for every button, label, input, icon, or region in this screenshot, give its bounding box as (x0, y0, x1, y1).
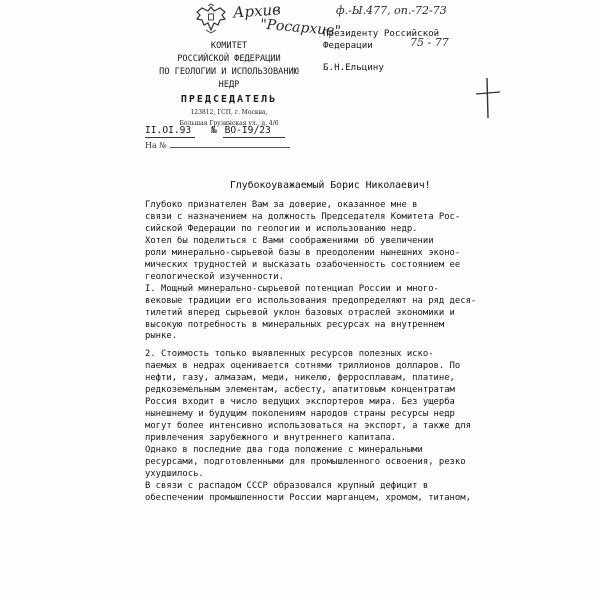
double-headed-eagle-emblem-icon (194, 3, 228, 35)
body-text-line: Глубоко признателен Вам за доверие, оказанное мне в (145, 200, 418, 210)
body-text-line: обеспечении промышленности России марганцем, хромом, титаном, (145, 492, 471, 503)
handwritten-archive-note: Архив (232, 0, 282, 22)
body-text-line: В связи с распадом СССР образовался крупный дефицит в (145, 480, 429, 491)
sender-address-line: 123812, ГСП, г. Москва, (190, 109, 268, 116)
handwritten-archive-reference: ф.-Ы.477, оп.-72-73 (336, 4, 447, 17)
body-text-line: нефти, газу, алмазам, меди, никелю, ферросплавам, платине, (145, 373, 455, 384)
number-label: № (211, 125, 217, 136)
addressee-line: Президенту Российской (323, 28, 440, 39)
body-text-line: роли минерально-сырьевой базы в преодолении нынешних эконо- (145, 247, 461, 258)
body-text-line: 2. Стоимость только выявленных ресурсов полезных иско- (145, 349, 434, 360)
body-text-line: сийской Федерации по геологии и использованию недр. (145, 223, 418, 234)
body-text-line: Хотел бы поделиться с Вами соображениями об увеличении (145, 235, 434, 246)
body-text-line: могут более интенсивно использоваться на экспорт, а также для (145, 421, 471, 432)
body-text-line: мических трудностей и высказать озабоченность состоянием ее (145, 259, 461, 270)
sender-org-line: НЕДР (218, 80, 240, 90)
body-text-line: нынешнему и будущим поколениям народов страны ресурсы недр (145, 409, 455, 420)
registration-line (145, 125, 285, 138)
sender-letterhead (140, 40, 318, 128)
handwritten-cross-mark-icon (470, 76, 504, 120)
body-text-line: I. Мощный минерально-сырьевой потенциал России и много- (145, 283, 439, 294)
reply-to-label: На № (145, 141, 167, 150)
letter-body (145, 200, 490, 505)
body-text-line: высокую потребность в минеральных ресурсах на внутреннем (145, 319, 445, 330)
body-text-line: паемых в недрах оценивается сотнями триллионов долларов. По (145, 361, 461, 372)
sender-title: ПРЕДСЕДАТЕЛЬ (180, 94, 278, 105)
body-text-line: привлечения зарубежного и внутреннего капитала. (145, 433, 397, 444)
body-text-line: тилетий вперед сырьевой уклон базовых отраслей экономики и (145, 307, 455, 318)
handwritten-page-range: 75 - 77 (410, 36, 449, 49)
sender-org-line: КОМИТЕТ (210, 41, 248, 51)
body-text-line: геологической изученности. (145, 271, 284, 282)
body-text-line: ухудшилось. (145, 468, 204, 479)
addressee-block (323, 28, 439, 74)
body-text-line: вековые традиции его использования предопределяют на ряд деся- (145, 295, 477, 306)
body-text-line: связи с назначением на должность Председателя Комитета Рос- (145, 211, 461, 222)
sender-address-line: Большая Грузинская ул., д. 4/6 (179, 120, 279, 127)
sender-org-line: РОССИЙСКОЙ ФЕДЕРАЦИИ (177, 54, 281, 64)
addressee-line: Федерации (323, 40, 373, 51)
body-text-line: редкоземельным элементам, асбесту, апатитовым концентратам (145, 385, 455, 396)
sender-org-line: ПО ГЕОЛОГИИ И ИСПОЛЬЗОВАНИЮ (159, 67, 299, 77)
body-text-line: Россия входит в число ведущих экспортеров мира. Без ущерба (145, 397, 455, 408)
body-text-line: рынке. (145, 331, 178, 342)
addressee-name: Б.Н.Ельцину (323, 62, 384, 73)
letter-number: ВО-I9/23 (223, 125, 285, 138)
body-text-line: ресурсами, подготовленными для промышленного освоения, резко (145, 457, 466, 468)
body-text-line: Однако в последние два года положение с минеральными (145, 445, 423, 456)
letter-date: II.OI.93 (145, 125, 195, 138)
handwritten-rosarchive-note: "Росархив" (259, 16, 342, 40)
reply-to-line (145, 141, 290, 150)
salutation: Глубокоуважаемый Борис Николаевич! (230, 180, 431, 191)
